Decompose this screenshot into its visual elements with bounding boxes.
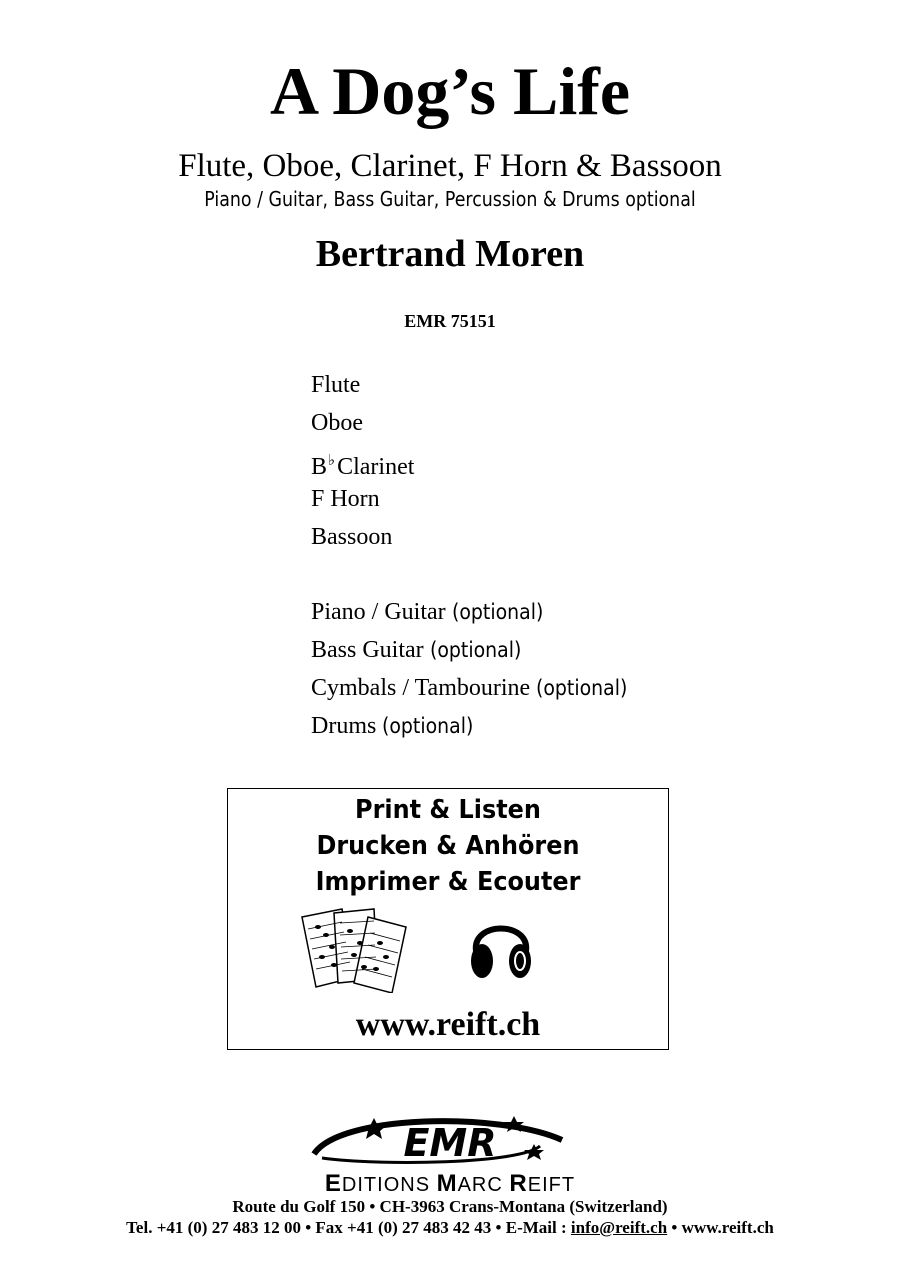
optional-tag: (optional) <box>429 638 522 662</box>
optional-tag: (optional) <box>536 676 628 700</box>
composer-name: Bertrand Moren <box>315 233 585 275</box>
promo-line-french: Imprimer & Ecouter <box>315 867 581 897</box>
headphones-icon <box>466 911 536 985</box>
list-spacer <box>311 556 638 593</box>
promo-line-english: Print & Listen <box>355 795 541 825</box>
instrument-item: Bassoon <box>311 524 393 550</box>
email-link[interactable]: info@reift.ch <box>570 1218 668 1237</box>
instrument-item: Cymbals / Tambourine (optional) <box>311 669 638 707</box>
instrument-item: Bass Guitar (optional) <box>311 631 638 669</box>
instrumentation-subtitle: Flute, Oboe, Clarinet, F Horn & Bassoon <box>178 148 722 184</box>
publisher-name: EDITIONS MARC REIFT <box>324 1170 576 1197</box>
publisher-contact: Tel. +41 (0) 27 483 12 00 • Fax +41 (0) 27 483 42 43 • E-Mail : info@reift.ch • www.reift.ch <box>126 1218 774 1237</box>
promo-line-german: Drucken & Anhören <box>316 831 580 861</box>
optional-instruments-line: Piano / Guitar, Bass Guitar, Percussion & Drums optional <box>204 187 696 211</box>
emr-logo <box>300 1110 600 1170</box>
flat-sign: ♭ <box>328 453 336 469</box>
instrument-item: Flute <box>311 372 361 398</box>
logo-lettering: EMR <box>403 1121 497 1165</box>
print-listen-box <box>227 788 669 1050</box>
instrument-item: F Horn <box>311 486 380 512</box>
sheet-music-icon <box>298 907 414 993</box>
score-title: A Dog’s Life <box>269 53 631 129</box>
optional-tag: (optional) <box>382 714 474 738</box>
catalog-number: EMR 75151 <box>404 311 496 331</box>
publisher-address: Route du Golf 150 • CH-3963 Crans-Montana (Switzerland) <box>232 1197 668 1216</box>
instrument-item: Piano / Guitar (optional) <box>311 593 638 631</box>
promo-website[interactable]: www.reift.ch <box>355 1006 541 1043</box>
instrument-list <box>311 366 638 745</box>
instrument-item: B♭Clarinet <box>311 453 415 480</box>
instrument-item: Oboe <box>311 410 363 436</box>
instrument-item: Drums (optional) <box>311 707 638 745</box>
optional-tag: (optional) <box>451 600 544 624</box>
